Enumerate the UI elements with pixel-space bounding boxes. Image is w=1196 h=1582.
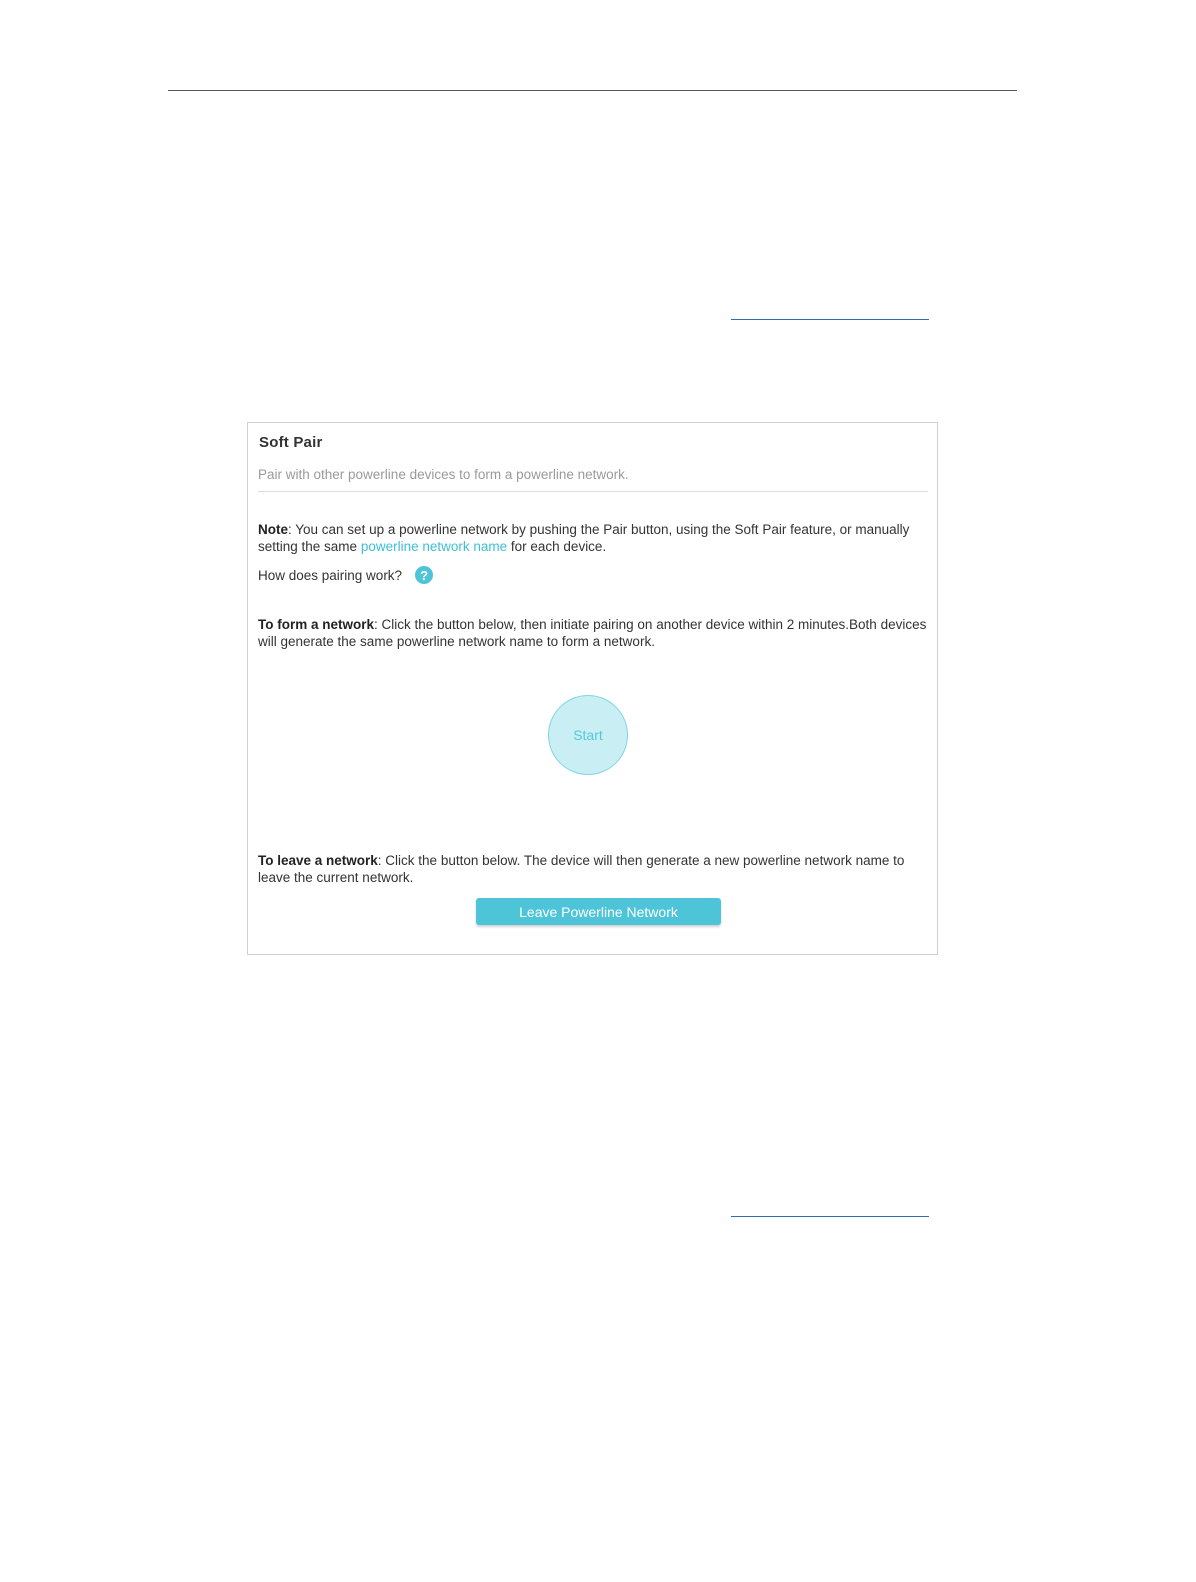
page-header-rule bbox=[168, 90, 1017, 91]
how-pairing-text: How does pairing work? bbox=[258, 567, 403, 583]
help-icon[interactable]: ? bbox=[415, 566, 433, 584]
note-paragraph bbox=[258, 521, 928, 555]
leave-network-paragraph bbox=[258, 852, 928, 886]
link-underline-bottom bbox=[731, 1216, 929, 1217]
leave-network-text: : Click the button below. The device will then generate a new powerline network name to leave the current network. bbox=[258, 853, 905, 885]
how-pairing-row bbox=[258, 565, 433, 585]
note-label: Note bbox=[258, 522, 288, 537]
start-button[interactable]: Start bbox=[548, 695, 628, 775]
form-network-label: To form a network bbox=[258, 617, 375, 632]
panel-subtitle: Pair with other powerline devices to form a powerline network. bbox=[258, 467, 629, 482]
note-text-after: for each device. bbox=[507, 539, 607, 554]
leave-network-label: To leave a network bbox=[258, 853, 378, 868]
note-text-before: : You can set up a powerline network by pushing the Pair button, using the Soft Pair feature, or manually setting the same bbox=[258, 522, 910, 554]
panel-divider bbox=[258, 491, 928, 492]
form-network-paragraph bbox=[258, 616, 928, 650]
link-underline-top bbox=[731, 319, 929, 320]
panel-title: Soft Pair bbox=[259, 434, 323, 451]
leave-powerline-network-button[interactable]: Leave Powerline Network bbox=[476, 898, 721, 925]
form-network-text: : Click the button below, then initiate pairing on another device within 2 minutes.Both devices will generate the same powerline network name to form a network. bbox=[258, 617, 927, 649]
powerline-network-name-link[interactable]: powerline network name bbox=[360, 539, 508, 554]
soft-pair-panel bbox=[247, 422, 938, 955]
